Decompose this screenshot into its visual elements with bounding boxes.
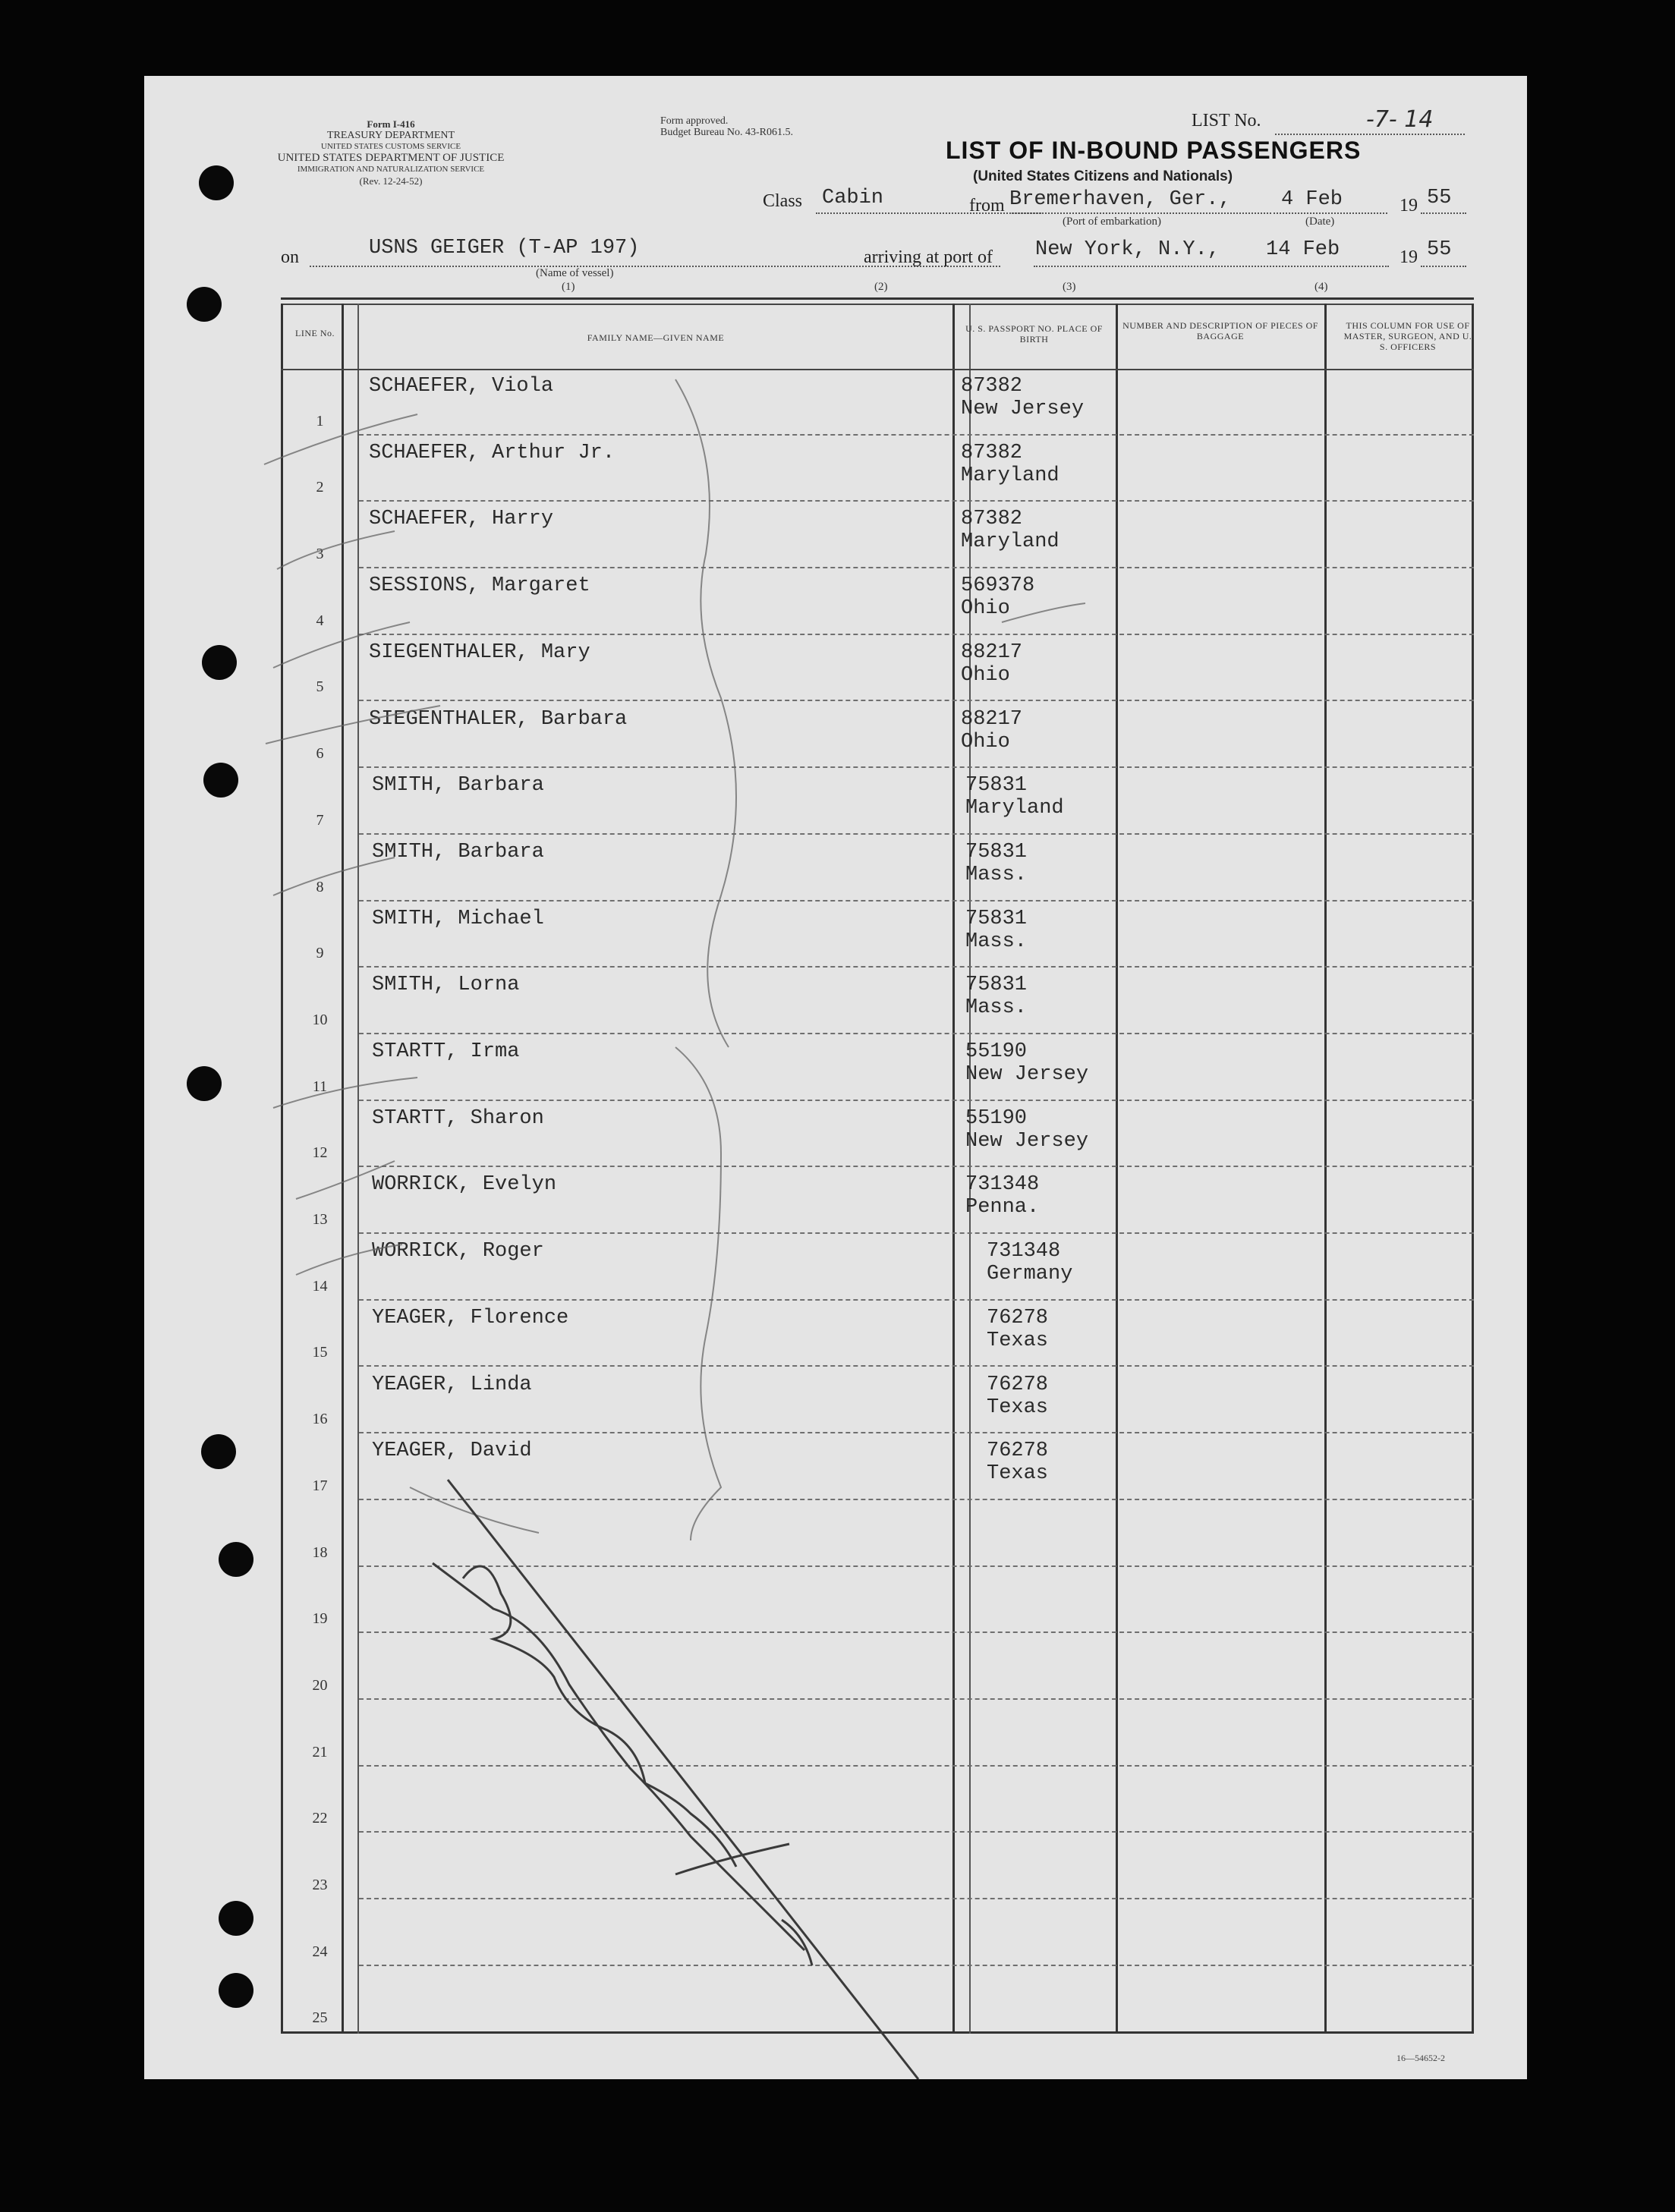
passenger-name: SMITH, Michael — [372, 907, 544, 930]
vessel-colno: (1) — [562, 281, 575, 293]
pencil-stroke — [296, 1244, 402, 1275]
passport-number: 87382 — [961, 375, 1023, 398]
pencil-annotations — [144, 76, 1527, 2079]
list-no-value: -7- 14 — [1366, 106, 1434, 133]
arrival-port: New York, N.Y., — [1035, 238, 1220, 261]
passenger-name: SCHAEFER, Arthur Jr. — [369, 441, 616, 464]
pencil-stroke — [410, 1487, 539, 1533]
pencil-stroke — [273, 622, 410, 668]
line-number: 16 — [312, 1411, 328, 1428]
pencil-stroke — [296, 1161, 395, 1199]
line-number: 9 — [316, 945, 324, 962]
line-number: 12 — [312, 1144, 328, 1162]
line-number: 19 — [312, 1610, 328, 1628]
line-number: 1 — [316, 412, 324, 429]
passport-number: 731348 — [965, 1173, 1040, 1197]
passenger-name: YEAGER, Florence — [372, 1306, 569, 1329]
line-number: 5 — [316, 678, 324, 696]
passenger-name: WORRICK, Roger — [372, 1240, 544, 1263]
birthplace: New Jersey — [961, 398, 1085, 420]
dept-justice-sub: IMMIGRATION AND NATURALIZATION SERVICE — [297, 165, 485, 174]
passenger-name: STARTT, Sharon — [372, 1106, 544, 1130]
class-value: Cabin — [822, 187, 884, 209]
list-no-label: LIST No. — [1192, 111, 1261, 131]
pencil-stroke — [273, 857, 395, 895]
passport-number: 731348 — [987, 1240, 1061, 1263]
passport-number: 88217 — [961, 707, 1023, 731]
passport-number: 75831 — [965, 907, 1028, 930]
line-number: 15 — [312, 1344, 328, 1361]
line-number: 20 — [312, 1676, 328, 1694]
passport-number: 87382 — [961, 508, 1023, 531]
birthplace: Mass. — [965, 996, 1028, 1020]
budget-bureau: Budget Bureau No. 43-R061.5. — [660, 127, 793, 138]
year-embark: 55 — [1427, 187, 1452, 209]
passenger-name: SMITH, Lorna — [372, 974, 520, 997]
passport-number: 76278 — [987, 1306, 1049, 1329]
birthplace: New Jersey — [965, 1063, 1089, 1086]
pencil-stroke — [266, 706, 440, 744]
signature-scrawl — [463, 1566, 736, 1867]
manifest-page — [144, 76, 1527, 2079]
birthplace: Mass. — [965, 863, 1028, 886]
passenger-name: SCHAEFER, Harry — [369, 508, 554, 531]
birthplace: Maryland — [961, 464, 1059, 487]
line-number: 18 — [312, 1543, 328, 1561]
footer-code: 16—54652-2 — [1396, 2053, 1445, 2063]
from-port: Bremerhaven, Ger., — [1009, 188, 1231, 211]
birthplace: Maryland — [961, 530, 1059, 554]
page-title: LIST OF IN-BOUND PASSENGERS — [946, 137, 1362, 164]
birthplace: Mass. — [965, 930, 1028, 953]
passenger-name: YEAGER, Linda — [372, 1373, 532, 1396]
passport-number: 75831 — [965, 774, 1028, 798]
line-number: 3 — [316, 546, 324, 563]
passenger-name: SIEGENTHALER, Mary — [369, 640, 590, 664]
pencil-stroke — [675, 1047, 721, 1540]
birthplace: New Jersey — [965, 1129, 1089, 1153]
line-number: 7 — [316, 811, 324, 829]
passenger-name: SMITH, Barbara — [372, 840, 544, 864]
line-number: 13 — [312, 1211, 328, 1229]
line-number: 22 — [312, 1810, 328, 1827]
passport-number: 76278 — [987, 1373, 1049, 1396]
on-label: on — [281, 247, 299, 267]
year-prefix: 19 — [1400, 196, 1418, 216]
form-approved: Form approved. — [660, 115, 729, 127]
birthplace: Ohio — [961, 663, 1010, 687]
arriving-label: arriving at port of — [864, 247, 993, 267]
line-number: 10 — [312, 1011, 328, 1028]
from-date: 4 Feb — [1281, 188, 1343, 211]
passport-number: 55190 — [965, 1106, 1028, 1130]
form-number: Form I-416 — [367, 118, 415, 130]
line-number: 25 — [312, 2009, 328, 2027]
line-number: 8 — [316, 878, 324, 895]
birthplace: Texas — [987, 1329, 1049, 1352]
line-number: 14 — [312, 1277, 328, 1295]
vessel-name: USNS GEIGER (T-AP 197) — [369, 237, 640, 260]
passport-number: 88217 — [961, 640, 1023, 664]
passenger-name: SMITH, Barbara — [372, 774, 544, 798]
line-number: 24 — [312, 1943, 328, 1960]
line-number: 17 — [312, 1477, 328, 1494]
line-number: 2 — [316, 479, 324, 496]
dept-treasury-sub: UNITED STATES CUSTOMS SERVICE — [320, 142, 461, 151]
from-label: from — [969, 196, 1005, 216]
line-number: 11 — [312, 1078, 328, 1095]
passenger-name: SCHAEFER, Viola — [369, 375, 554, 398]
passenger-name: WORRICK, Evelyn — [372, 1173, 557, 1197]
colno-3: (3) — [1063, 281, 1076, 293]
birthplace: Penna. — [965, 1196, 1040, 1219]
line-number: 23 — [312, 1877, 328, 1894]
line-number: 21 — [312, 1743, 328, 1760]
passenger-name: SESSIONS, Margaret — [369, 574, 590, 598]
port-embark-caption: (Port of embarkation) — [1063, 216, 1161, 228]
col-header-passport: U. S. PASSPORT NO. PLACE OF BIRTH — [965, 323, 1103, 345]
col-header-line-no: LINE No. — [295, 328, 335, 338]
signature-diagonal — [448, 1480, 918, 2079]
year-arrival: 55 — [1427, 238, 1452, 261]
birthplace: Maryland — [965, 797, 1064, 820]
arrival-date: 14 Feb — [1266, 238, 1340, 261]
page-subtitle: (United States Citizens and Nationals) — [973, 168, 1233, 184]
birthplace: Texas — [987, 1462, 1049, 1486]
passenger-name: YEAGER, David — [372, 1440, 532, 1463]
year-prefix-arrival: 19 — [1400, 247, 1418, 267]
pencil-stroke — [1002, 603, 1085, 622]
passport-number: 87382 — [961, 441, 1023, 464]
birthplace: Ohio — [961, 597, 1010, 621]
pencil-stroke — [273, 1078, 417, 1108]
passport-number: 76278 — [987, 1440, 1049, 1463]
passport-number: 75831 — [965, 974, 1028, 997]
vessel-caption: (Name of vessel) — [536, 267, 614, 279]
colno-2: (2) — [874, 281, 888, 293]
signature-scrawl — [433, 1563, 804, 1950]
col-header-baggage: NUMBER AND DESCRIPTION OF PIECES OF BAGGAGE — [1122, 320, 1318, 341]
pencil-stroke — [277, 531, 395, 569]
line-number: 4 — [316, 612, 324, 629]
dept-justice: UNITED STATES DEPARTMENT OF JUSTICE — [277, 152, 505, 164]
dept-treasury: TREASURY DEPARTMENT — [326, 130, 455, 141]
passenger-name: SIEGENTHALER, Barbara — [369, 707, 628, 731]
pencil-stroke — [264, 414, 417, 464]
passport-number: 569378 — [961, 574, 1035, 598]
class-label: Class — [763, 191, 803, 211]
birthplace: Texas — [987, 1395, 1049, 1419]
pencil-stroke — [675, 379, 736, 1047]
colno-4: (4) — [1314, 281, 1328, 293]
col-header-name: FAMILY NAME—GIVEN NAME — [587, 332, 725, 343]
birthplace: Germany — [987, 1263, 1073, 1286]
line-number: 6 — [316, 745, 324, 763]
revision-date: (Rev. 12-24-52) — [359, 175, 423, 187]
col-header-officers: THIS COLUMN FOR USE OF MASTER, SURGEON, AND U. S. OFFICERS — [1343, 320, 1472, 352]
passport-number: 75831 — [965, 840, 1028, 864]
birthplace: Ohio — [961, 730, 1010, 754]
date-caption: (Date) — [1305, 216, 1335, 228]
passport-number: 55190 — [965, 1040, 1028, 1063]
passenger-name: STARTT, Irma — [372, 1040, 520, 1063]
